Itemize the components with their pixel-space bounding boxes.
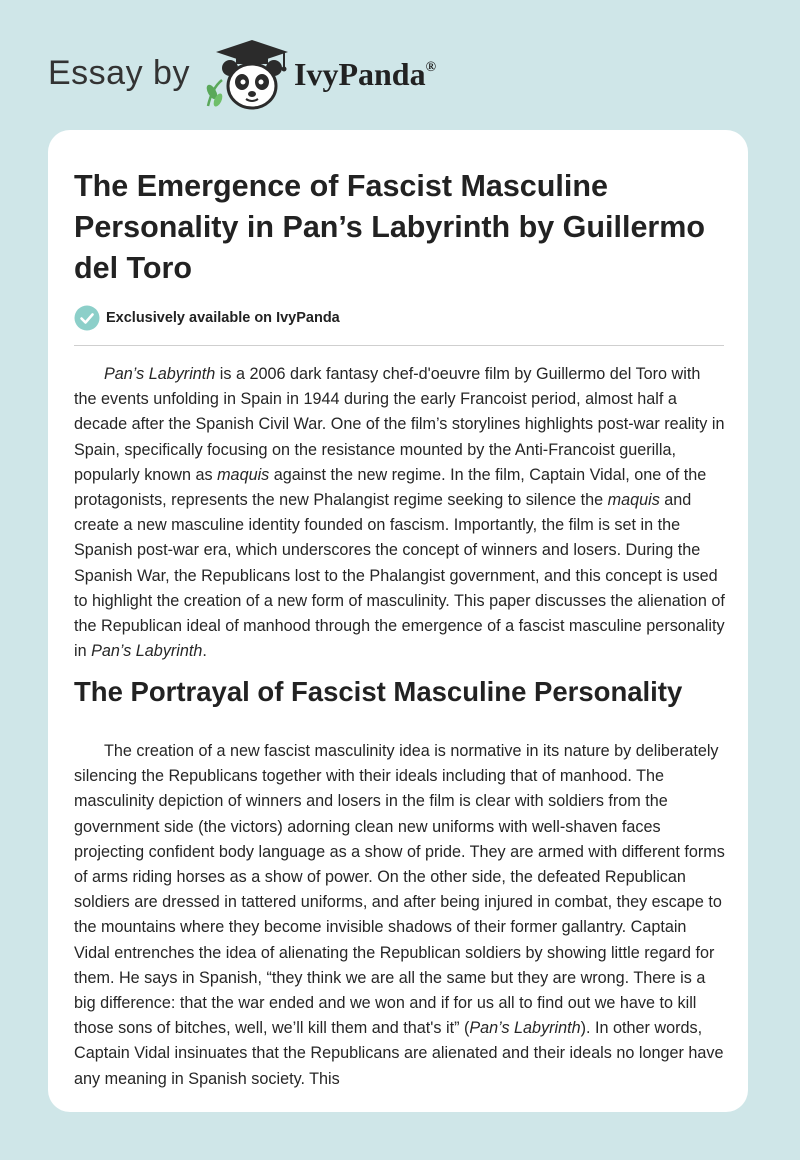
maquis-italic: maquis — [217, 465, 270, 484]
essay-by-label: Essay by — [48, 54, 190, 92]
site-header — [48, 34, 508, 114]
film-title-italic: Pan’s Labyrinth — [104, 365, 216, 383]
film-title-italic: Pan’s Labyrinth — [91, 642, 203, 661]
section-heading: The Portrayal of Fascist Masculine Personality — [74, 676, 683, 707]
divider — [74, 345, 724, 346]
panda-logo-icon[interactable] — [200, 36, 296, 112]
exclusive-badge-label: Exclusively available on IvyPanda — [106, 310, 340, 326]
maquis-italic: maquis — [607, 491, 660, 510]
exclusive-badge — [74, 305, 340, 331]
film-title-italic: Pan’s Labyrinth — [469, 1019, 581, 1038]
trademark-symbol: ® — [425, 60, 437, 75]
brand-name[interactable]: IvyPanda® — [294, 56, 437, 92]
intro-paragraph: Pan’s Labyrinth is a 2006 dark fantasy chef-d'oeuvre film by Guillermo del Toro with the events unfolding in Spain in 1944 during the early Francoist period, almost half a decade after the Spanish Civil War. One of the film’s storylines highlights post-war reality in Spain, specifically focusing on the resistance mounted by the Anti-Francoist guerilla, popularly known as maquis against the new regime. In the film, Captain Vidal, one of the protagonists, represents the new Phalangist regime seeking to silence the maquis and create a new masculine identity founded on fascism. Importantly, the film is set in the Spanish post-war era, which underscores the concept of winners and losers. During the Spanish War, the Republicans lost to the Phalangist government, and this concept is used to highlight the creation of a new form of masculinity. This paper discusses the alienation of the Republican ideal of manhood through the emergence of a fascist masculine personality in Pan’s Labyrinth. — [74, 365, 725, 661]
article-title: The Emergence of Fascist Masculine Personality in Pan’s Labyrinth by Guillermo del Toro — [74, 169, 706, 285]
article-card — [48, 130, 748, 1112]
body-paragraph: The creation of a new fascist masculinity idea is normative in its nature by deliberately silencing the Republicans together with their ideals including that of manhood. The masculinity depiction of winners and losers in the film is clear with soldiers from the government side (the victors) adorning clean new uniforms with well-shaven faces projecting confident body language as a show of pride. They are armed with different forms of arms riding horses as a show of power. On the other side, the defeated Republican soldiers are dressed in tattered uniforms, and after being injured in combat, they escape to the mountains where they become invisible shadows of their former gallantry. Captain Vidal entrenches the idea of alienating the Republican soldiers by showing little regard for them. He says in Spanish, “they think we are all the same but they are wrong. There is a big difference: that the war ended and we won and if for us all to find out we have to kill those sons of bitches, well, we’ll kill them and that's it” (Pan’s Labyrinth). In other words, Captain Vidal insinuates that the Republicans are alienated and their ideals no longer have any meaning in Spanish society. This — [74, 742, 725, 1088]
check-circle-icon — [74, 305, 100, 331]
